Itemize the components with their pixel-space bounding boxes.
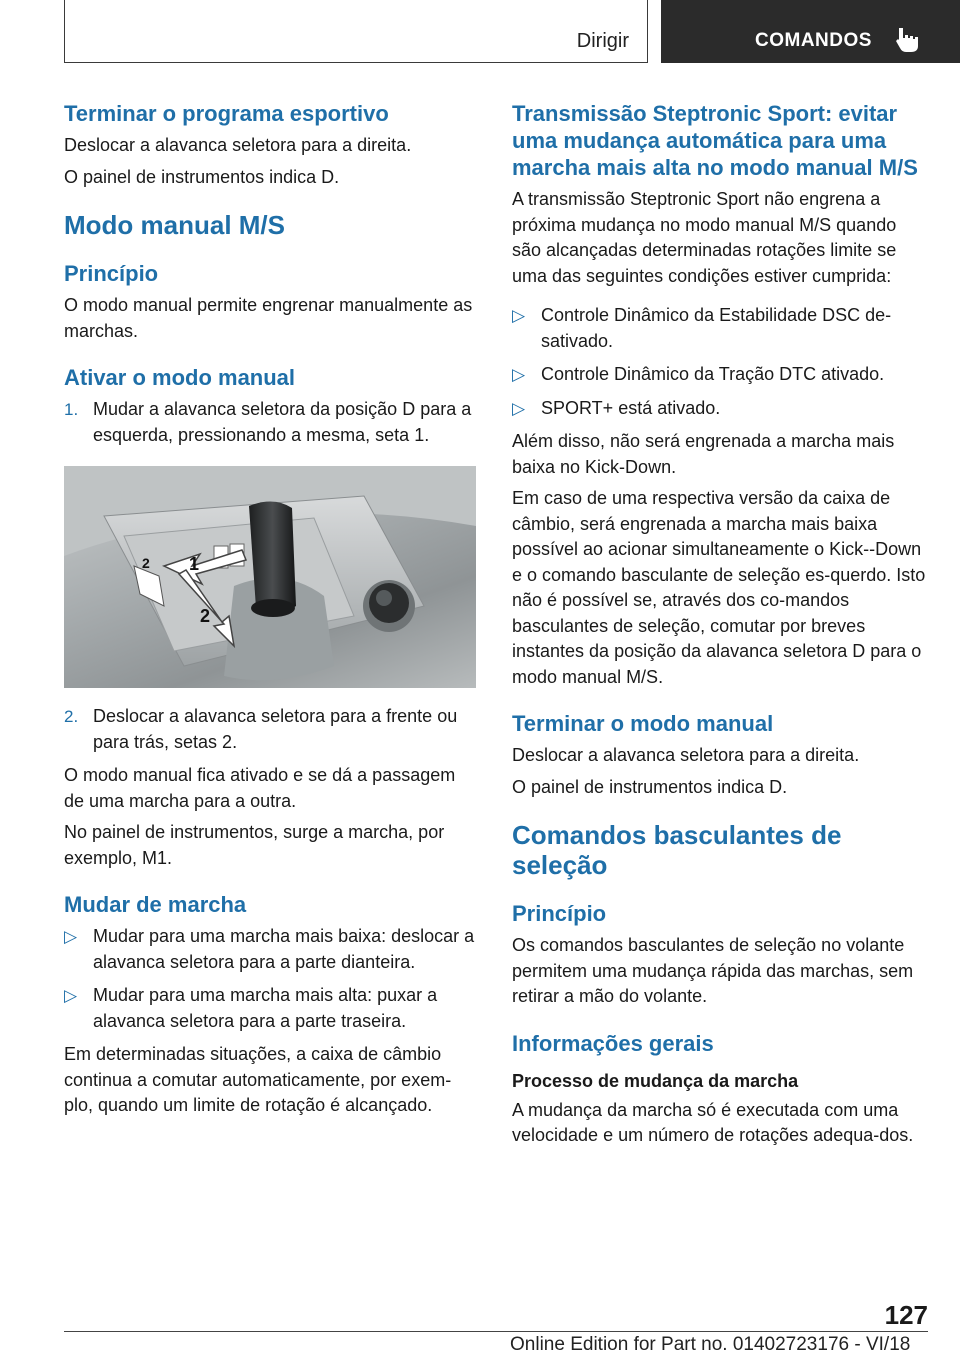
heading-general-info: Informações gerais [512,1030,714,1056]
step-list [64,397,476,448]
list-item [512,362,928,388]
paragraph: A mudança da marcha só é executada com uma velocidade e um número de rotações adequa-dos. [512,1099,914,1145]
paragraph: O painel de instrumentos indica D. [512,776,788,797]
heading-principle: Princípio [512,901,607,926]
paragraph: Os comandos basculantes de seleção no volante permitem uma mudança rápida das marchas, sem retirar a mão do volante. [512,935,914,1006]
step-list [64,704,476,755]
list-item [512,396,928,422]
paragraph: O modo manual permite engrenar manualmente as marchas. [64,295,473,341]
edition-note: Online Edition for Part no. 01402723176 - VI/18 [510,1334,911,1355]
bullet-triangle-icon: ▷ [512,365,526,384]
heading-end-manual: Terminar o modo manual [512,711,774,736]
shift-list [64,924,476,1034]
paragraph: Em caso de uma respectiva versão da caixa de câmbio, será engrenada a marcha mais baixa possível ao acionar simultaneamente o Kick--Down e o comando basculante de seleção es-querdo. Isto não é possível se, através dos co-mandos basculantes de seleção, comutar por breves instantes da posição da alavanca seletora D para o modo manual M/S. [512,488,926,687]
list-item [512,303,928,354]
step-number: 1. [64,400,79,419]
left-column [64,100,476,1119]
heading-end-sport: Terminar o programa esportivo [64,101,389,126]
bullet-triangle-icon: ▷ [64,986,78,1005]
paragraph: Deslocar a alavanca seletora para a direita. [512,745,860,765]
section-title: Dirigir [576,30,629,52]
footer-divider [64,1331,928,1332]
heading-shift-gear: Mudar de marcha [64,892,247,917]
heading-activate-manual: Ativar o modo manual [64,365,296,390]
right-column [512,100,928,1149]
heading-steptronic: Transmissão Steptronic Sport: evitar uma mudança automática para uma marcha mais alta no modo manual M/S [512,101,918,180]
list-item [64,704,476,755]
paragraph: Em determinadas situações, a caixa de câmbio continua a comutar automaticamente, por exem-plo, quando um limite de rotação é alcançado. [64,1044,452,1115]
hand-pointer-icon [895,26,921,54]
step-text: Mudar a alavanca seletora da posição D para a esquerda, pressionando a mesma, seta 1. [93,399,472,445]
paragraph: Deslocar a alavanca seletora para a direita. [64,135,412,155]
chapter-tab [661,0,960,63]
step-text: Deslocar a alavanca seletora para a frente ou para trás, setas 2. [93,706,458,752]
chapter-title: COMANDOS [755,30,872,51]
paragraph: O painel de instrumentos indica D. [64,166,340,187]
list-text: Mudar para uma marcha mais baixa: deslocar a alavanca seletora para a parte dianteira. [93,926,475,972]
page-header [0,0,960,66]
step-number: 2. [64,707,79,726]
bullet-triangle-icon: ▷ [512,398,526,418]
arrow-label-2: 2 [200,606,211,626]
subheading-shift-process: Processo de mudança da marcha [512,1070,799,1091]
arrow-label-2b: 2 [142,555,150,571]
paragraph: A transmissão Steptronic Sport não engrena a próxima mudança no modo manual M/S quando são alcançadas determinadas rotações limite se uma das seguintes condições estiver cumprida: [512,189,897,286]
gear-selector-illustration [64,466,476,688]
arrow-label-1: 1 [189,554,200,574]
list-text: Mudar para uma marcha mais alta: puxar a alavanca seletora para a parte traseira. [93,985,438,1031]
list-text: Controle Dinâmico da Tração DTC ativado. [541,364,885,384]
heading-principle: Princípio [64,261,159,286]
list-text: SPORT+ está ativado. [541,397,721,418]
list-item [64,983,476,1034]
heading-paddles: Comandos basculantes de seleção [512,820,842,880]
page-number: 127 [884,1300,928,1330]
paragraph: Além disso, não será engrenada a marcha mais baixa no Kick-Down. [512,431,895,477]
paragraph: O modo manual fica ativado e se dá a passagem de uma marcha para a outra. [64,765,456,811]
conditions-list [512,303,928,421]
paragraph: No painel de instrumentos, surge a marcha, por exemplo, M1. [64,822,445,868]
gear-selector-figure [64,466,476,688]
heading-manual-mode: Modo manual M/S [64,210,285,240]
list-item [64,924,476,975]
bullet-triangle-icon: ▷ [512,306,526,325]
section-header-box [64,0,648,63]
bullet-triangle-icon: ▷ [64,927,78,946]
list-text: Controle Dinâmico da Estabilidade DSC de-sativado. [541,305,892,351]
list-item [64,397,476,448]
